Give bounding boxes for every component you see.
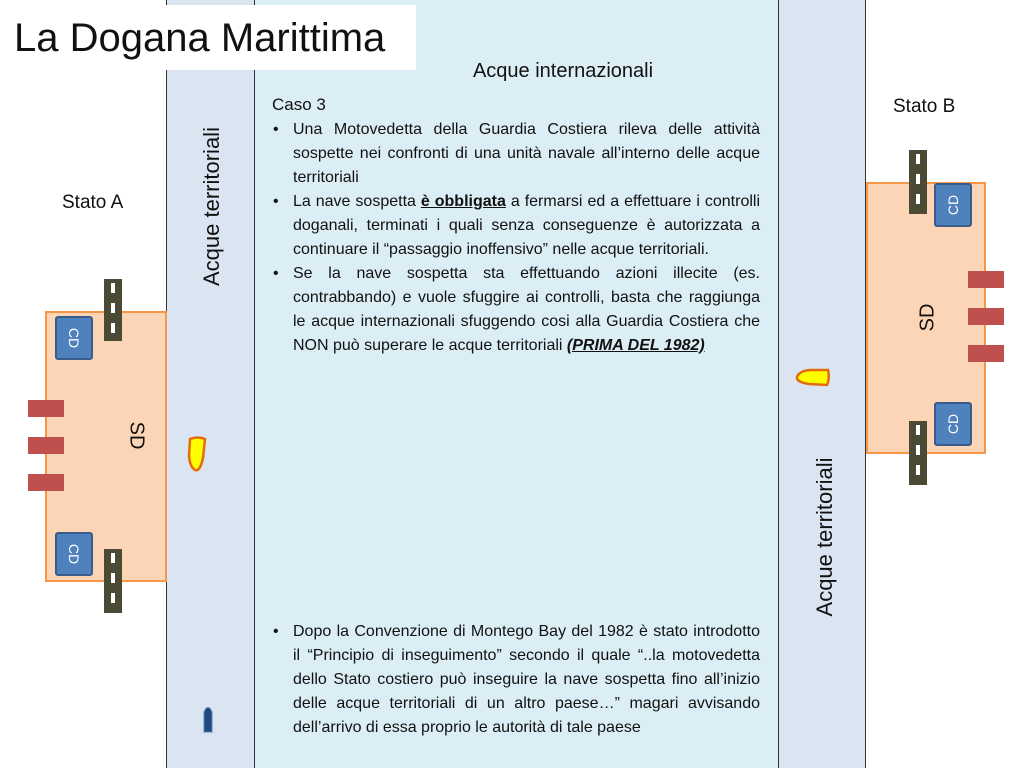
state-a-cd-bottom-label: CD [66, 543, 82, 565]
state-b-road-top [909, 150, 927, 214]
case-bullets [270, 118, 760, 358]
state-b-dock-2 [968, 308, 1004, 325]
territorial-waters-left-label: Acque territoriali [199, 127, 224, 286]
state-a-dock-1 [28, 400, 64, 417]
page-title: La Dogana Marittima [14, 16, 386, 60]
case-title: Caso 3 [272, 95, 326, 114]
bullet-4-text: Dopo la Convenzione di Montego Bay del 1982 è stato introdotto il “Principio di inseguimento” secondo il quale “..la motovedetta dello Stato costiero può inseguire la nave sospetta fino all’inizio delle acque territoriali di un altro paese…” magari avvisando dell’arrivo di essa proprio le autorità di tale paese [293, 623, 760, 736]
state-a-road-bottom [104, 549, 122, 613]
suspect-boat-icon [186, 436, 210, 474]
state-a-label: Stato A [62, 192, 124, 213]
territorial-waters-right-label: Acque territoriali [812, 457, 837, 617]
suspect-boat-escaped-icon [793, 366, 831, 390]
montego-bay-bullets [270, 620, 760, 740]
state-a-customs-office-bottom [55, 532, 93, 576]
bullet-3-emphasis: (PRIMA DEL 1982) [566, 337, 705, 354]
state-a-cd-top-label: CD [66, 327, 82, 349]
state-a-dock-2 [28, 437, 64, 454]
state-a-road-top [104, 279, 122, 341]
state-b-dock-1 [968, 271, 1004, 288]
bullet-1 [270, 118, 760, 190]
patrol-boat-icon [202, 704, 214, 734]
bullet-2-emphasis: è obbligata [420, 193, 506, 210]
state-b-road-bottom [909, 421, 927, 485]
state-b-dock-3 [968, 345, 1004, 362]
bullet-4 [270, 620, 760, 740]
bullet-2-pre: La nave sospetta [293, 193, 421, 210]
bullet-3-pre: Se la nave sospetta sta effettuando azioni illecite (es. contrabbando) e vuole sfuggire ai controlli, basta che raggiunga le acque internazionali sfuggendo cosi alla Guardia Costiera che NON può superare le acque territoriali [293, 265, 760, 354]
bullet-2-post: a fermarsi ed a effettuare i controlli doganali, terminati i quali senza conseguenze è autorizzata a continuare il “passaggio inoffensivo” nelle acque territoriali. [293, 193, 761, 258]
state-b-customs-office-top [934, 183, 972, 227]
state-b-cd-top-label: CD [945, 194, 961, 216]
state-b-customs-office-bottom [934, 402, 972, 446]
state-b-cd-bottom-label: CD [945, 413, 961, 435]
territorial-waters-left [166, 0, 255, 768]
state-a-dock-3 [28, 474, 64, 491]
state-b-label: Stato B [893, 96, 956, 117]
state-a-customs-office-top [55, 316, 93, 360]
state-b-sd-label: SD [916, 303, 939, 332]
bullet-1-text: Una Motovedetta della Guardia Costiera rileva delle attività sospette nei confronti di una unità navale all’interno delle acque territoriali [293, 121, 760, 186]
international-waters-label: Acque internazionali [472, 60, 654, 82]
bullet-3 [270, 262, 760, 358]
state-a-sd-label: SD [125, 421, 148, 450]
bullet-2 [270, 190, 760, 262]
